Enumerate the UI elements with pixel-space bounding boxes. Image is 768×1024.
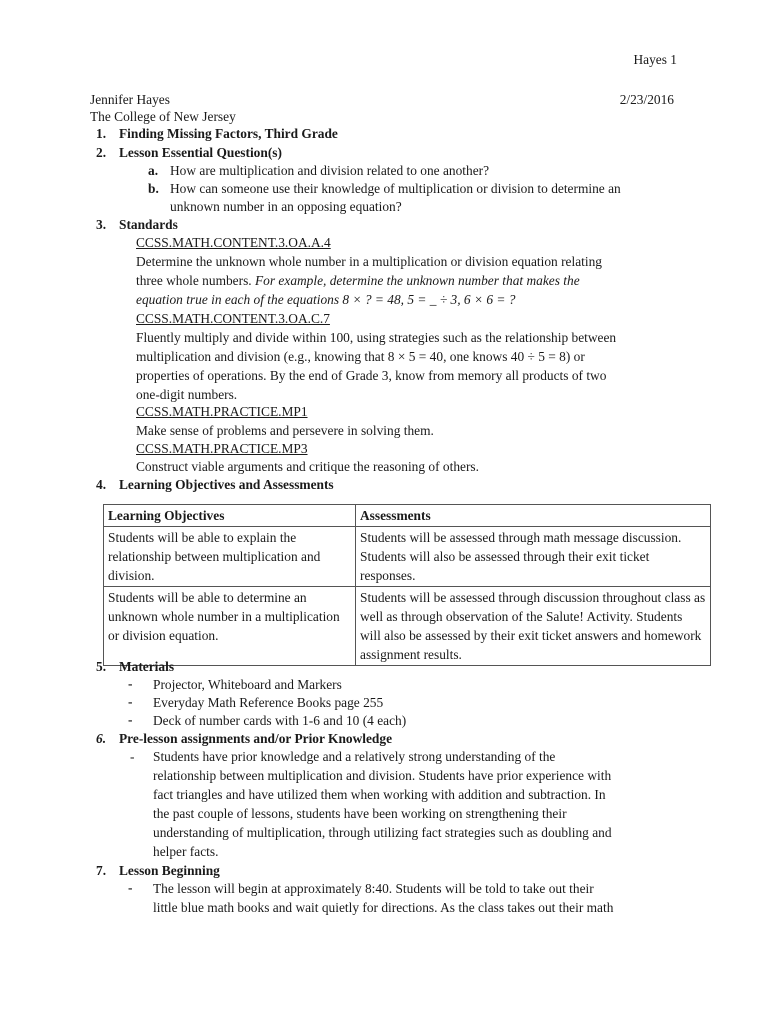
prior-knowledge-text-5: understanding of multiplication, through utilizing fact strategies such as doubling and — [153, 825, 612, 840]
lesson-beginning-text-2: little blue math books and wait quietly for directions. As the class takes out their math — [153, 900, 614, 915]
standard-1-text: Determine the unknown whole number in a multiplication or division equation relating — [136, 254, 602, 269]
page-header: Hayes 1 — [633, 52, 677, 67]
table-row — [104, 527, 711, 587]
standard-1-text-2 — [136, 271, 580, 290]
standard-1-example-cont: equation true in each of the equations 8 × ? = 48, 5 = _ ÷ 3, 6 × 6 = ? — [136, 292, 516, 307]
standard-1-text-2a: three whole numbers. — [136, 273, 255, 288]
list-bullet: - — [128, 880, 133, 895]
question-a-letter: a. — [148, 163, 159, 178]
prior-knowledge-text-3: fact triangles and have utilized them when working with addition and subtraction. In — [153, 787, 606, 802]
section-5-title: Materials — [119, 659, 175, 674]
standard-3-link[interactable]: CCSS.MATH.PRACTICE.MP1 — [136, 404, 308, 419]
prior-knowledge-text-6: helper facts. — [153, 844, 219, 859]
material-item: Projector, Whiteboard and Markers — [153, 677, 342, 692]
table-row — [104, 587, 711, 666]
section-7-number: 7. — [96, 863, 107, 878]
section-1-title: Finding Missing Factors, Third Grade — [119, 126, 338, 141]
question-b-letter: b. — [148, 181, 159, 196]
question-b-text: How can someone use their knowledge of multiplication or division to determine an — [170, 181, 621, 196]
standard-2-text-3: properties of operations. By the end of Grade 3, know from memory all products of two — [136, 368, 607, 383]
lesson-beginning-text: The lesson will begin at approximately 8:40. Students will be told to take out their — [153, 881, 594, 896]
author-name: Jennifer Hayes — [90, 92, 170, 107]
standard-2-link[interactable]: CCSS.MATH.CONTENT.3.OA.C.7 — [136, 311, 330, 326]
section-2-number: 2. — [96, 145, 107, 160]
section-3-title: Standards — [119, 217, 178, 232]
section-2-title: Lesson Essential Question(s) — [119, 145, 282, 160]
list-bullet: - — [128, 676, 133, 691]
section-5-number: 5. — [96, 659, 107, 674]
column-header-assessments: Assessments — [356, 505, 711, 527]
section-4-number: 4. — [96, 477, 107, 492]
document-date: 2/23/2016 — [619, 92, 674, 107]
material-item: Deck of number cards with 1-6 and 10 (4 each) — [153, 713, 407, 728]
question-a-text: How are multiplication and division related to one another? — [170, 163, 490, 178]
section-6-number: 6. — [96, 731, 107, 746]
section-1-number: 1. — [96, 126, 107, 141]
table-cell: Students will be able to determine an unknown whole number in a multiplication or division equation. — [104, 587, 356, 666]
section-6-title: Pre-lesson assignments and/or Prior Knowledge — [119, 731, 393, 746]
question-b-text-cont: unknown number in an opposing equation? — [170, 199, 402, 214]
objectives-table — [103, 504, 711, 666]
table-cell: Students will be able to explain the relationship between multiplication and division. — [104, 527, 356, 587]
prior-knowledge-text: Students have prior knowledge and a relatively strong understanding of the — [153, 749, 556, 764]
standard-2-text-4: one-digit numbers. — [136, 387, 238, 402]
table-header-row — [104, 505, 711, 527]
list-bullet: - — [130, 749, 135, 764]
standard-1-link[interactable]: CCSS.MATH.CONTENT.3.OA.A.4 — [136, 235, 331, 250]
standard-4-text: Construct viable arguments and critique the reasoning of others. — [136, 459, 479, 474]
list-bullet: - — [128, 712, 133, 727]
section-7-title: Lesson Beginning — [119, 863, 220, 878]
prior-knowledge-text-2: relationship between multiplication and division. Students have prior experience with — [153, 768, 612, 783]
section-3-number: 3. — [96, 217, 107, 232]
material-item: Everyday Math Reference Books page 255 — [153, 695, 384, 710]
standard-4-link[interactable]: CCSS.MATH.PRACTICE.MP3 — [136, 441, 308, 456]
college-name: The College of New Jersey — [90, 109, 236, 124]
standard-1-example: For example, determine the unknown number that makes the — [255, 273, 580, 288]
list-bullet: - — [128, 694, 133, 709]
table-cell: Students will be assessed through math message discussion. Students will also be assessed through their exit ticket responses. — [356, 527, 711, 587]
prior-knowledge-text-4: the past couple of lessons, students have been working on strengthening their — [153, 806, 567, 821]
table-cell: Students will be assessed through discussion throughout class as well as through observation of the Salute! Activity. Students will also be assessed by their exit ticket answers and homework assignment results. — [356, 587, 711, 666]
standard-2-text-2: multiplication and division (e.g., knowing that 8 × 5 = 40, one knows 40 ÷ 5 = 8) or — [136, 349, 585, 364]
section-4-title: Learning Objectives and Assessments — [119, 477, 334, 492]
standard-3-text: Make sense of problems and persevere in solving them. — [136, 423, 434, 438]
column-header-objectives: Learning Objectives — [104, 505, 356, 527]
standard-2-text: Fluently multiply and divide within 100, using strategies such as the relationship between — [136, 330, 617, 345]
